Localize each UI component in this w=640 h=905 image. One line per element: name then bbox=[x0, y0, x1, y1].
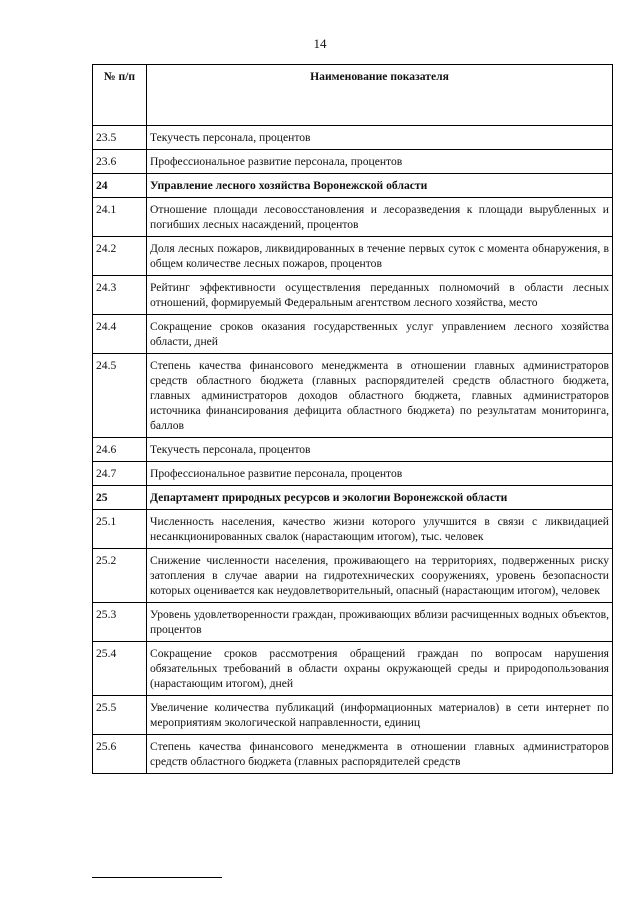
table-row bbox=[93, 315, 613, 354]
table-row bbox=[93, 150, 613, 174]
table-row bbox=[93, 276, 613, 315]
row-indicator-name: Департамент природных ресурсов и экологии Воронежской области bbox=[147, 486, 613, 510]
table-row bbox=[93, 603, 613, 642]
row-indicator-name: Доля лесных пожаров, ликвидированных в течение первых суток с момента обнаружения, в общем количестве лесных пожаров, процентов bbox=[147, 237, 613, 276]
footnote-rule bbox=[92, 877, 222, 878]
table-row bbox=[93, 126, 613, 150]
table-row bbox=[93, 696, 613, 735]
row-indicator-name: Текучесть персонала, процентов bbox=[147, 438, 613, 462]
row-number: 24.3 bbox=[93, 276, 147, 315]
table-header-row bbox=[93, 65, 613, 126]
section-row bbox=[93, 486, 613, 510]
table-row bbox=[93, 510, 613, 549]
header-num: № п/п bbox=[93, 65, 147, 126]
row-indicator-name: Рейтинг эффективности осуществления переданных полномочий в области лесных отношений, формируемый Федеральным агентством лесного хозяйства, место bbox=[147, 276, 613, 315]
row-indicator-name: Уровень удовлетворенности граждан, проживающих вблизи расчищенных водных объектов, процентов bbox=[147, 603, 613, 642]
row-indicator-name: Численность населения, качество жизни которого улучшится в связи с ликвидацией несанкционированных свалок (нарастающим итогом), тыс. человек bbox=[147, 510, 613, 549]
header-name: Наименование показателя bbox=[147, 65, 613, 126]
row-number: 24.2 bbox=[93, 237, 147, 276]
table-row bbox=[93, 462, 613, 486]
row-indicator-name: Снижение численности населения, проживающего на территориях, подверженных риску затопления в случае аварии на гидротехнических сооружениях, уровень безопасности которых оценивается как неудовлетворительный, опасный (нарастающим итогом), человек bbox=[147, 549, 613, 603]
row-number: 25.3 bbox=[93, 603, 147, 642]
row-indicator-name: Степень качества финансового менеджмента в отношении главных администраторов средств областного бюджета (главных распорядителей средств областного бюджета, главных администраторов доходов областного бюджета, главных администраторов источника финансирования дефицита областного бюджета) по результатам мониторинга, баллов bbox=[147, 354, 613, 438]
indicator-table bbox=[92, 64, 613, 774]
section-row bbox=[93, 174, 613, 198]
row-indicator-name: Отношение площади лесовосстановления и лесоразведения к площади вырубленных и погибших лесных насаждений, процентов bbox=[147, 198, 613, 237]
row-indicator-name: Сокращение сроков оказания государственных услуг управлением лесного хозяйства области, дней bbox=[147, 315, 613, 354]
row-number: 25.4 bbox=[93, 642, 147, 696]
row-indicator-name: Увеличение количества публикаций (информационных материалов) в сети интернет по мероприятиям экологической направленности, единиц bbox=[147, 696, 613, 735]
table-row bbox=[93, 198, 613, 237]
row-number: 23.5 bbox=[93, 126, 147, 150]
row-number: 24.1 bbox=[93, 198, 147, 237]
row-number: 24.5 bbox=[93, 354, 147, 438]
row-number: 24.6 bbox=[93, 438, 147, 462]
row-number: 25.6 bbox=[93, 735, 147, 774]
row-number: 25 bbox=[93, 486, 147, 510]
row-indicator-name: Управление лесного хозяйства Воронежской области bbox=[147, 174, 613, 198]
table-row bbox=[93, 642, 613, 696]
table-row bbox=[93, 438, 613, 462]
row-number: 25.1 bbox=[93, 510, 147, 549]
row-number: 24.7 bbox=[93, 462, 147, 486]
row-indicator-name: Профессиональное развитие персонала, процентов bbox=[147, 150, 613, 174]
row-number: 25.5 bbox=[93, 696, 147, 735]
table-row bbox=[93, 735, 613, 774]
table-row bbox=[93, 354, 613, 438]
row-indicator-name: Сокращение сроков рассмотрения обращений граждан по вопросам нарушения обязательных требований в области охраны окружающей среды и природопользования (нарастающим итогом), дней bbox=[147, 642, 613, 696]
row-number: 24 bbox=[93, 174, 147, 198]
row-number: 23.6 bbox=[93, 150, 147, 174]
row-indicator-name: Текучесть персонала, процентов bbox=[147, 126, 613, 150]
page-number: 14 bbox=[313, 36, 327, 51]
row-number: 25.2 bbox=[93, 549, 147, 603]
table-row bbox=[93, 237, 613, 276]
row-indicator-name: Профессиональное развитие персонала, процентов bbox=[147, 462, 613, 486]
row-indicator-name: Степень качества финансового менеджмента в отношении главных администраторов средств областного бюджета (главных распорядителей средств bbox=[147, 735, 613, 774]
row-number: 24.4 bbox=[93, 315, 147, 354]
table-row bbox=[93, 549, 613, 603]
